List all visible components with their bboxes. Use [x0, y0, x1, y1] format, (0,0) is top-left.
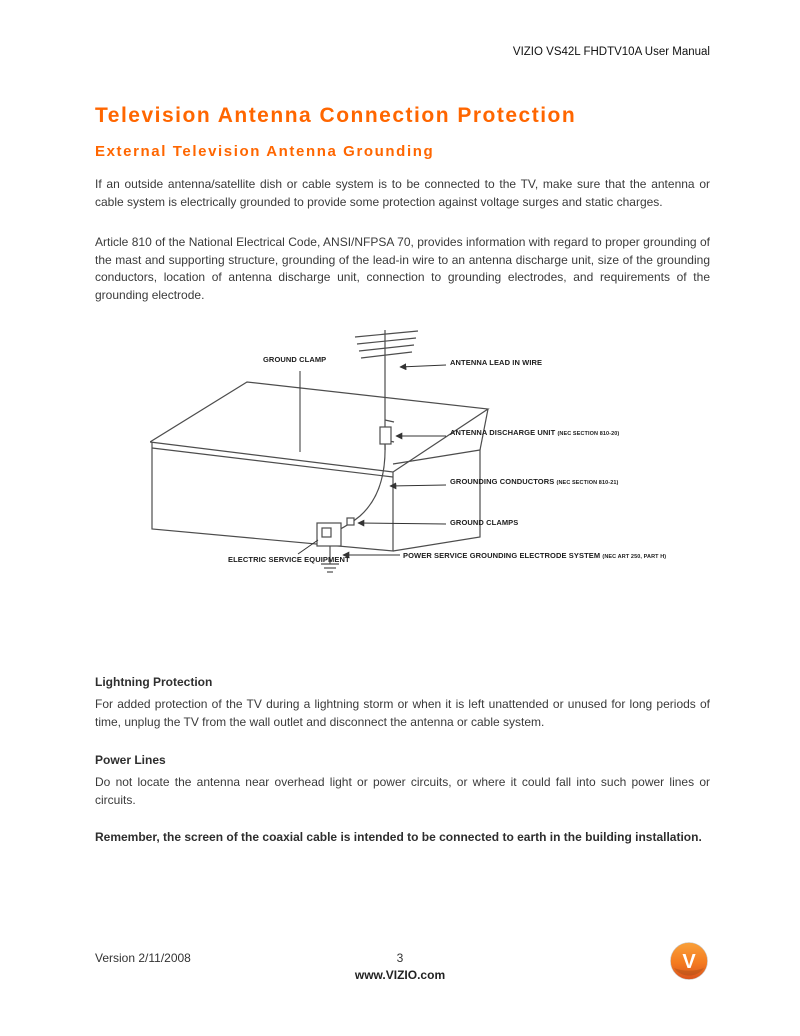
diagram-label-note: (NEC ART 250, PART H) — [602, 554, 667, 560]
grounding-diagram — [150, 324, 667, 579]
page-content — [95, 104, 710, 847]
diagram-label-text: GROUNDING CONDUCTORS — [450, 477, 557, 486]
diagram-label-text: GROUND CLAMP — [263, 355, 327, 364]
vizio-logo-icon — [669, 941, 709, 981]
diagram-label-ground-clamps — [450, 518, 518, 527]
diagram-label-text: GROUND CLAMPS — [450, 518, 519, 527]
power-lines-paragraph: Do not locate the antenna near overhead light or power circuits, or where it could fall into such power lines or circuits. — [95, 775, 710, 807]
power-lines-heading: Power Lines — [95, 753, 166, 767]
diagram-label-antenna-discharge-unit — [450, 428, 619, 437]
remember-note: Remember, the screen of the coaxial cable is intended to be connected to earth in the building installation. — [95, 830, 702, 844]
vizio-logo — [669, 941, 709, 981]
article-810-paragraph: Article 810 of the National Electrical Code, ANSI/NFPSA 70, provides information with regard to proper grounding of the mast and supporting structure, grounding of the lead-in wire to an antenna discharge unit, size of the grounding conductors, location of antenna discharge unit, connection to grounding electrodes, and requirements of the grounding electrode. — [95, 235, 710, 302]
diagram-label-grounding-conductors — [450, 477, 618, 486]
section-subtitle: External Television Antenna Grounding — [95, 143, 435, 160]
diagram-label-text: POWER SERVICE GROUNDING ELECTRODE SYSTEM — [403, 551, 603, 560]
page-title: Television Antenna Connection Protection — [95, 104, 577, 127]
diagram-label-text: ANTENNA DISCHARGE UNIT — [450, 428, 558, 437]
diagram-label-text: ANTENNA LEAD IN WIRE — [450, 358, 543, 367]
lightning-protection-paragraph: For added protection of the TV during a lightning storm or when it is left unattended or unused for long periods of time, unplug the TV from the wall outlet and disconnect the antenna or cable system. — [95, 697, 710, 729]
page-number: 3 — [396, 951, 404, 965]
diagram-label-power-service-grounding — [403, 551, 666, 560]
footer-website: www.VIZIO.com — [354, 968, 446, 982]
intro-paragraph: If an outside antenna/satellite dish or cable system is to be connected to the TV, make sure that the antenna or cable system is electrically grounded to provide some protection against voltage surges and static charges. — [95, 177, 710, 209]
footer-version: Version 2/11/2008 — [95, 951, 191, 965]
diagram-label-note: (NEC SECTION 810-21) — [556, 480, 619, 486]
diagram-label-electric-service-equipment — [228, 555, 350, 564]
diagram-label-antenna-lead-in-wire — [450, 358, 542, 367]
diagram-label-ground-clamp — [263, 355, 326, 364]
vizio-logo-letter: V — [682, 951, 696, 973]
header-title: VIZIO VS42L FHDTV10A User Manual — [512, 46, 710, 58]
lightning-protection-heading: Lightning Protection — [95, 675, 213, 689]
diagram-label-note: (NEC SECTION 810-20) — [557, 431, 620, 437]
house-illustration — [150, 324, 655, 579]
diagram-label-text: ELECTRIC SERVICE EQUIPMENT — [228, 555, 350, 564]
